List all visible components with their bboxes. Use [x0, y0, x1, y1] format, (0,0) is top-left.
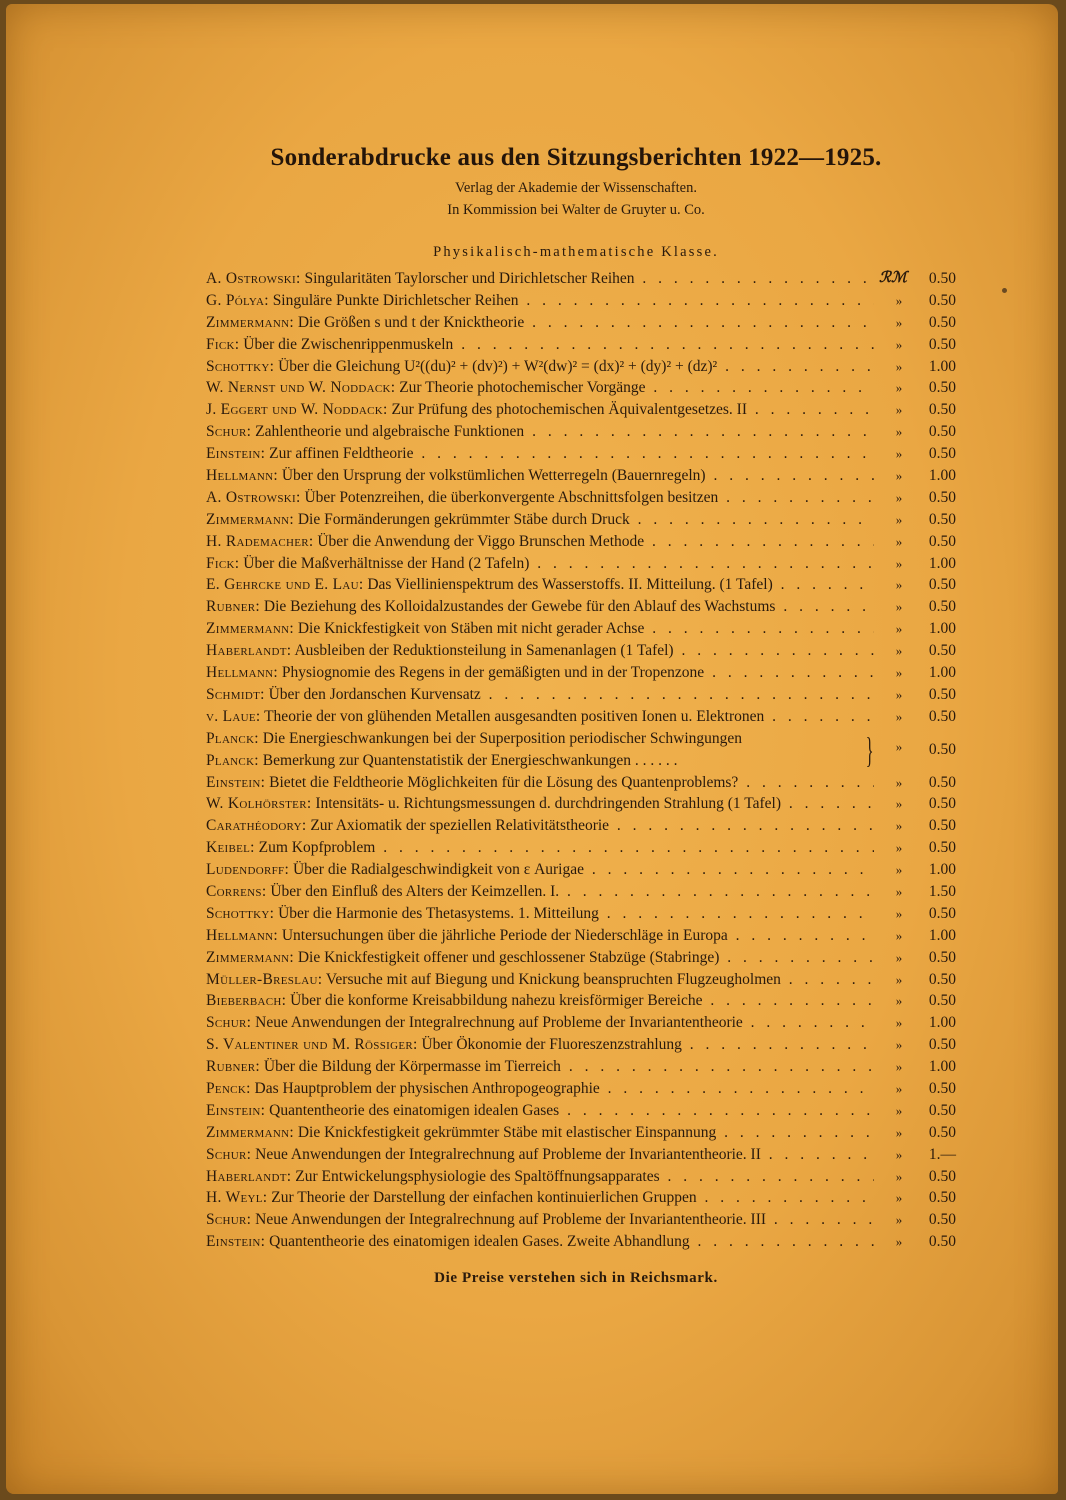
- list-item: [206, 925, 956, 947]
- entry-author: Einstein:: [206, 1233, 266, 1251]
- entry-title: Über die Maßverhältnisse der Hand (2 Tafeln): [243, 554, 530, 572]
- entry-text: [206, 356, 874, 378]
- footer-note: Die Preise verstehen sich in Reichsmark.: [434, 1270, 718, 1286]
- entry-text: [206, 815, 874, 837]
- list-item: [206, 377, 956, 399]
- ditto-mark: »: [895, 774, 903, 790]
- entry-price: 0.50: [928, 313, 956, 331]
- entry-title: Theorie der von glühenden Metallen ausgesandten positiven Ionen u. Elektronen: [264, 707, 765, 725]
- entry-author: A. Ostrowski:: [206, 488, 301, 506]
- entry-text: [206, 268, 874, 290]
- entry-text: [206, 969, 874, 991]
- entry-text: [206, 1034, 874, 1056]
- entry-text: [206, 1166, 874, 1188]
- list-item: [206, 1231, 956, 1253]
- ditto-mark: »: [895, 1168, 903, 1184]
- ditto-mark: »: [895, 1037, 903, 1053]
- list-item: [206, 1012, 956, 1034]
- entry-price: 0.50: [928, 795, 956, 813]
- entry-title: Singuläre Punkte Dirichletscher Reihen: [272, 291, 519, 309]
- entry-author: Schur:: [206, 1211, 252, 1229]
- entry-author: Zimmermann:: [206, 510, 294, 528]
- entry-author: Rubner:: [206, 1058, 261, 1076]
- list-item: [206, 881, 956, 903]
- entry-price: 0.50: [928, 335, 956, 353]
- entry-title: Ausbleiben der Reduktionsteilung in Samenanlagen (1 Tafel): [294, 642, 674, 660]
- entry-title: Bietet die Feldtheorie Möglichkeiten für die Lösung des Quantenproblems?: [269, 773, 739, 791]
- ditto-mark: »: [895, 577, 903, 593]
- entry-text: [206, 1187, 874, 1209]
- entry-price: 0.50: [928, 1036, 956, 1054]
- entry-text: [206, 443, 874, 465]
- section-heading: Physikalisch-mathematische Klasse.: [433, 244, 719, 260]
- entry-price: 1.00: [928, 664, 956, 682]
- entry-author: Planck:: [206, 751, 259, 769]
- list-item: [206, 290, 956, 312]
- entry-title: Quantentheorie des einatomigen idealen Gases. Zweite Abhandlung: [269, 1233, 690, 1251]
- entry-text: [206, 465, 874, 487]
- entry-price: 0.50: [928, 839, 956, 857]
- entry-price: 0.50: [928, 685, 956, 703]
- entry-title: Die Knickfestigkeit von Stäben mit nicht gerader Achse: [297, 620, 645, 638]
- entry-title: Über den Einfluß des Alters der Keimzellen. I.: [270, 882, 560, 900]
- entry-author: Zimmermann:: [206, 1123, 294, 1141]
- list-item: [206, 1034, 956, 1056]
- entry-title: Über den Jordanschen Kurvensatz: [268, 685, 481, 703]
- entry-title: Zum Kopfproblem: [258, 839, 376, 857]
- entry-text: [206, 377, 874, 399]
- ditto-mark: »: [895, 380, 903, 396]
- ditto-mark: »: [895, 708, 903, 724]
- ditto-mark: »: [895, 883, 903, 899]
- entry-author: Carathéodory:: [206, 817, 307, 835]
- entry-price: 0.50: [928, 401, 956, 419]
- entry-text: [206, 1231, 874, 1253]
- ditto-mark: »: [895, 599, 903, 615]
- entry-author: H. Weyl:: [206, 1189, 268, 1207]
- entry-text: [206, 947, 874, 969]
- ditto-mark: »: [895, 1059, 903, 1075]
- entry-title: Die Knickfestigkeit gekrümmter Stäbe mit elastischer Einspannung: [297, 1123, 717, 1141]
- entry-author: Zimmermann:: [206, 620, 294, 638]
- entry-price: 1.00: [928, 861, 956, 879]
- entry-price: 0.50: [928, 488, 956, 506]
- entry-author: Zimmermann:: [206, 948, 294, 966]
- list-item: [206, 706, 956, 728]
- list-item: [206, 990, 956, 1012]
- entry-author: Haberlandt:: [206, 642, 292, 660]
- entry-text: [206, 1122, 874, 1144]
- list-item: [206, 596, 956, 618]
- entry-price: 1.00: [928, 1014, 956, 1032]
- entry-author: Keibel:: [206, 839, 255, 857]
- entry-text: [206, 334, 874, 356]
- list-item: [206, 859, 956, 881]
- entry-author: W. Nernst und W. Noddack:: [206, 379, 396, 397]
- entry-price: 0.50: [928, 270, 956, 287]
- entry-price: 1.00: [928, 620, 956, 638]
- list-item: [206, 1100, 956, 1122]
- entry-author: Schur:: [206, 1145, 252, 1163]
- entry-title: Zur Theorie der Darstellung der einfachen kontinuierlichen Gruppen: [271, 1189, 697, 1207]
- entry-title: Über die konforme Kreisabbildung nahezu kreisförmiger Bereiche: [290, 992, 703, 1010]
- list-item: [206, 947, 956, 969]
- list-item: [206, 312, 956, 334]
- entry-price: 1.00: [928, 926, 956, 944]
- entry-text: [206, 640, 874, 662]
- ditto-mark: »: [895, 1212, 903, 1228]
- entry-price: 1.00: [928, 1058, 956, 1076]
- entry-price: 0.50: [928, 532, 956, 550]
- entry-text: [206, 662, 874, 684]
- ditto-mark: »: [895, 336, 903, 352]
- entry-text: [206, 706, 874, 728]
- ditto-mark: »: [895, 1190, 903, 1206]
- entry-text: [206, 1209, 874, 1231]
- ditto-mark: »: [895, 402, 903, 418]
- list-item: [206, 509, 956, 531]
- entry-price: 0.50: [928, 707, 956, 725]
- list-item: [206, 1122, 956, 1144]
- ditto-mark: »: [895, 468, 903, 484]
- entry-title: Neue Anwendungen der Integralrechnung auf Probleme der Invariantentheorie. II: [255, 1145, 761, 1163]
- ditto-mark: »: [895, 665, 903, 681]
- page-title: Sonderabdrucke aus den Sitzungsberichten 1922—1925.: [270, 144, 882, 171]
- entry-author: S. Valentiner und M. Rössiger:: [206, 1036, 418, 1054]
- entry-title: Zur affinen Feldtheorie: [269, 445, 414, 463]
- entry-price: 0.50: [928, 576, 956, 594]
- entry-price: 0.50: [928, 598, 956, 616]
- ditto-mark: »: [895, 314, 903, 330]
- entry-author: W. Kolhörster:: [206, 795, 312, 813]
- list-item: [206, 1166, 956, 1188]
- list-item: [206, 553, 956, 575]
- entry-author: Schottky:: [206, 904, 275, 922]
- ditto-mark: »: [895, 927, 903, 943]
- entry-price: 0.50: [928, 992, 956, 1010]
- entry-author: Einstein:: [206, 773, 266, 791]
- ditto-mark: »: [895, 1146, 903, 1162]
- entry-price: 1.—: [928, 1145, 956, 1163]
- entry-title: Über die Bildung der Körpermasse im Tierreich: [263, 1058, 561, 1076]
- list-item: [206, 684, 956, 706]
- entry-title: Die Energieschwankungen bei der Superposition periodischer Schwingungen: [262, 729, 743, 747]
- list-item: [206, 1209, 956, 1231]
- entry-text: [206, 553, 874, 575]
- ditto-mark: »: [895, 533, 903, 549]
- entry-text: [206, 1056, 874, 1078]
- entry-price: 0.50: [928, 510, 956, 528]
- ditto-mark: »: [895, 862, 903, 878]
- entry-title: Zahlentheorie und algebraische Funktionen: [255, 423, 525, 441]
- entry-text: [206, 903, 874, 925]
- entry-price: 0.50: [928, 948, 956, 966]
- entry-title: Die Größen s und t der Knicktheorie: [297, 313, 525, 331]
- entry-price: 0.50: [928, 1211, 956, 1229]
- entry-author: Schur:: [206, 423, 252, 441]
- ditto-mark: »: [895, 818, 903, 834]
- entry-title: Über die Zwischenrippenmuskeln: [243, 335, 454, 353]
- entry-author: Schottky:: [206, 357, 275, 375]
- list-item: [206, 618, 956, 640]
- ditto-mark: »: [895, 358, 903, 374]
- list-item: [206, 356, 956, 378]
- entry-title: Quantentheorie des einatomigen idealen Gases: [269, 1101, 560, 1119]
- entry-price: 0.50: [928, 1167, 956, 1185]
- commission-line: In Kommission bei Walter de Gruyter u. Co.: [447, 202, 705, 218]
- price-list: [206, 268, 956, 1253]
- entry-text: [206, 1100, 874, 1122]
- list-item: [206, 1187, 956, 1209]
- planck-entry-pair: [206, 728, 956, 772]
- publisher-line: Verlag der Akademie der Wissenschaften.: [455, 180, 697, 196]
- list-item: [206, 334, 956, 356]
- ditto-mark: »: [895, 621, 903, 637]
- list-item: [206, 772, 956, 794]
- entry-price: 0.50: [928, 904, 956, 922]
- entry-title: Neue Anwendungen der Integralrechnung auf Probleme der Invariantentheorie. III: [255, 1211, 767, 1229]
- entry-price: 0.50: [928, 773, 956, 791]
- list-item: [206, 903, 956, 925]
- entry-text: [206, 1144, 874, 1166]
- list-item: [206, 531, 956, 553]
- list-item: [206, 640, 956, 662]
- ditto-mark: »: [895, 738, 903, 754]
- entry-title: Singularitäten Taylorscher und Dirichletscher Reihen: [304, 270, 635, 287]
- entry-title: Zur Axiomatik der speziellen Relativitätstheorie: [310, 817, 610, 835]
- entry-author: Einstein:: [206, 445, 266, 463]
- ditto-mark: »: [895, 1102, 903, 1118]
- entry-author: Rubner:: [206, 598, 261, 616]
- list-item: [206, 793, 956, 815]
- entry-price: 0.50: [928, 970, 956, 988]
- entry-text: [206, 290, 874, 312]
- entry-title: Bemerkung zur Quantenstatistik der Energieschwankungen: [262, 751, 631, 769]
- entry-title: Über Ökonomie der Fluoreszenzstrahlung: [421, 1036, 682, 1054]
- entry-price: 1.00: [928, 467, 956, 485]
- entry-title: Über die Radialgeschwindigkeit von ε Aurigae: [292, 861, 584, 879]
- ditto-mark: »: [895, 1124, 903, 1140]
- entry-author: Penck:: [206, 1079, 251, 1097]
- entry-author: Hellmann:: [206, 664, 278, 682]
- entry-author: Müller-Breslau:: [206, 970, 323, 988]
- entry-text: [206, 925, 874, 947]
- entry-title: Über die Harmonie des Thetasystems. 1. Mitteilung: [278, 904, 599, 922]
- entry-author: Fick:: [206, 335, 240, 353]
- entry-author: Haberlandt:: [206, 1167, 292, 1185]
- entry-price: 0.50: [928, 1079, 956, 1097]
- entry-price: 1.00: [928, 554, 956, 572]
- entry-text: [206, 859, 874, 881]
- entry-title: Neue Anwendungen der Integralrechnung auf Probleme der Invariantentheorie: [255, 1014, 743, 1032]
- list-item: [206, 1144, 956, 1166]
- entry-price: 0.50: [928, 379, 956, 397]
- entry-text: [206, 772, 874, 794]
- list-item: [206, 421, 956, 443]
- list-item: [206, 837, 956, 859]
- list-item: [206, 969, 956, 991]
- ditto-mark: »: [895, 796, 903, 812]
- ditto-mark: »: [895, 292, 903, 308]
- entry-text: [206, 837, 874, 859]
- entry-text: [206, 793, 874, 815]
- entry-price: 1.00: [928, 357, 956, 375]
- list-item: [206, 268, 956, 290]
- entry-title: Über den Ursprung der volkstümlichen Wetterregeln (Bauernregeln): [281, 467, 706, 485]
- ditto-mark: »: [895, 971, 903, 987]
- entry-author: Planck:: [206, 729, 259, 747]
- ditto-mark: »: [895, 949, 903, 965]
- currency-symbol: ℛℳ: [878, 270, 907, 286]
- pair-line-2: Planck: Bemerkung zur Quantenstatistik der Energieschwankungen . . . . . .: [206, 751, 678, 769]
- entry-title: Intensitäts- u. Richtungsmessungen d. durchdringenden Strahlung (1 Tafel): [315, 795, 782, 813]
- entry-title: Zur Entwickelungsphysiologie des Spaltöffnungsapparates: [295, 1167, 660, 1185]
- entry-text: [206, 881, 874, 903]
- ditto-mark: »: [895, 1080, 903, 1096]
- entry-author: Schmidt:: [206, 685, 265, 703]
- list-item: [206, 465, 956, 487]
- entry-title: Die Beziehung des Kolloidalzustandes der Gewebe für den Ablauf des Wachstums: [263, 598, 776, 616]
- ditto-mark: »: [895, 643, 903, 659]
- list-item: [206, 1078, 956, 1100]
- entry-price: 0.50: [928, 1233, 956, 1251]
- list-item: [206, 815, 956, 837]
- entry-price: 0.50: [928, 1189, 956, 1207]
- entry-price: 0.50: [928, 642, 956, 660]
- entry-price: 0.50: [928, 1101, 956, 1119]
- ditto-mark: »: [895, 489, 903, 505]
- list-item: [206, 487, 956, 509]
- entry-author: Einstein:: [206, 1101, 266, 1119]
- ditto-mark: »: [895, 686, 903, 702]
- entry-text: [206, 487, 874, 509]
- ditto-mark: »: [895, 424, 903, 440]
- entry-title: Die Formänderungen gekrümmter Stäbe durch Druck: [297, 510, 630, 528]
- entry-title: Zur Theorie photochemischer Vorgänge: [399, 379, 646, 397]
- entry-author: E. Gehrcke und E. Lau:: [206, 576, 364, 594]
- entry-author: G. Pólya:: [206, 291, 269, 309]
- list-item: [206, 1056, 956, 1078]
- entry-title: Über die Gleichung U²((du)² + (dv)²) + W²(dw)² = (dx)² + (dy)² + (dz)²: [278, 357, 718, 375]
- list-item: [206, 662, 956, 684]
- entry-author: v. Laue:: [206, 707, 261, 725]
- entry-text: [206, 509, 874, 531]
- entry-text: [206, 1078, 874, 1100]
- entry-title: Physiognomie des Regens in der gemäßigten und in der Tropenzone: [281, 664, 705, 682]
- entry-author: H. Rademacher:: [206, 532, 314, 550]
- ditto-mark: »: [895, 840, 903, 856]
- brace-mark: }: [865, 729, 874, 770]
- entry-title: Zur Prüfung des photochemischen Äquivalentgesetzes. II: [391, 401, 747, 419]
- entry-price: 0.50: [928, 291, 956, 309]
- entry-author: Fick:: [206, 554, 240, 572]
- entry-text: [206, 596, 874, 618]
- ditto-mark: »: [895, 905, 903, 921]
- entry-author: Correns:: [206, 882, 267, 900]
- ditto-mark: »: [895, 1015, 903, 1031]
- entry-title: Das Viellinienspektrum des Wasserstoffs. II. Mitteilung. (1 Tafel): [367, 576, 773, 594]
- list-item: [206, 399, 956, 421]
- ditto-mark: »: [895, 555, 903, 571]
- entry-price: 1.50: [928, 882, 956, 900]
- entry-price: 0.50: [928, 445, 956, 463]
- entry-author: Bieberbach:: [206, 992, 287, 1010]
- entry-author: Hellmann:: [206, 467, 278, 485]
- entry-text: [206, 618, 874, 640]
- ditto-mark: »: [895, 1234, 903, 1250]
- entry-text: [206, 574, 874, 596]
- entry-title: Über Potenzreihen, die überkonvergente Abschnittsfolgen besitzen: [304, 488, 719, 506]
- entry-author: Zimmermann:: [206, 313, 294, 331]
- entry-text: [206, 990, 874, 1012]
- ditto-mark: »: [895, 993, 903, 1009]
- entry-text: [206, 399, 874, 421]
- entry-title: Die Knickfestigkeit offener und geschlossener Stabzüge (Stabringe): [297, 948, 720, 966]
- entry-title: Über die Anwendung der Viggo Brunschen Methode: [317, 532, 645, 550]
- entry-author: Hellmann:: [206, 926, 278, 944]
- entry-title: Untersuchungen über die jährliche Periode der Niederschläge in Europa: [281, 926, 728, 944]
- pair-line-1: [206, 728, 874, 750]
- entry-text: [206, 312, 874, 334]
- entry-title: Versuche mit auf Biegung und Knickung beanspruchten Flugzeugholmen: [325, 970, 781, 988]
- entry-price: 0.50: [928, 817, 956, 835]
- ditto-mark: »: [895, 446, 903, 462]
- paper-speck: [1002, 288, 1007, 293]
- entry-price: 0.50: [928, 423, 956, 441]
- entry-title: Das Hauptproblem der physischen Anthropogeographie: [254, 1079, 600, 1097]
- entry-author: A. Ostrowski:: [206, 270, 301, 287]
- entry-text: [206, 1012, 874, 1034]
- list-item: [206, 443, 956, 465]
- entry-text: [206, 531, 874, 553]
- entry-text: [206, 684, 874, 706]
- list-item: [206, 574, 956, 596]
- entry-price: 0.50: [928, 1123, 956, 1141]
- document-page: [6, 4, 1058, 1494]
- entry-author: Ludendorff:: [206, 861, 290, 879]
- entry-author: J. Eggert und W. Noddack:: [206, 401, 388, 419]
- entry-price: 0.50: [928, 740, 956, 758]
- entry-text: [206, 421, 874, 443]
- ditto-mark: »: [895, 511, 903, 527]
- entry-author: Schur:: [206, 1014, 252, 1032]
